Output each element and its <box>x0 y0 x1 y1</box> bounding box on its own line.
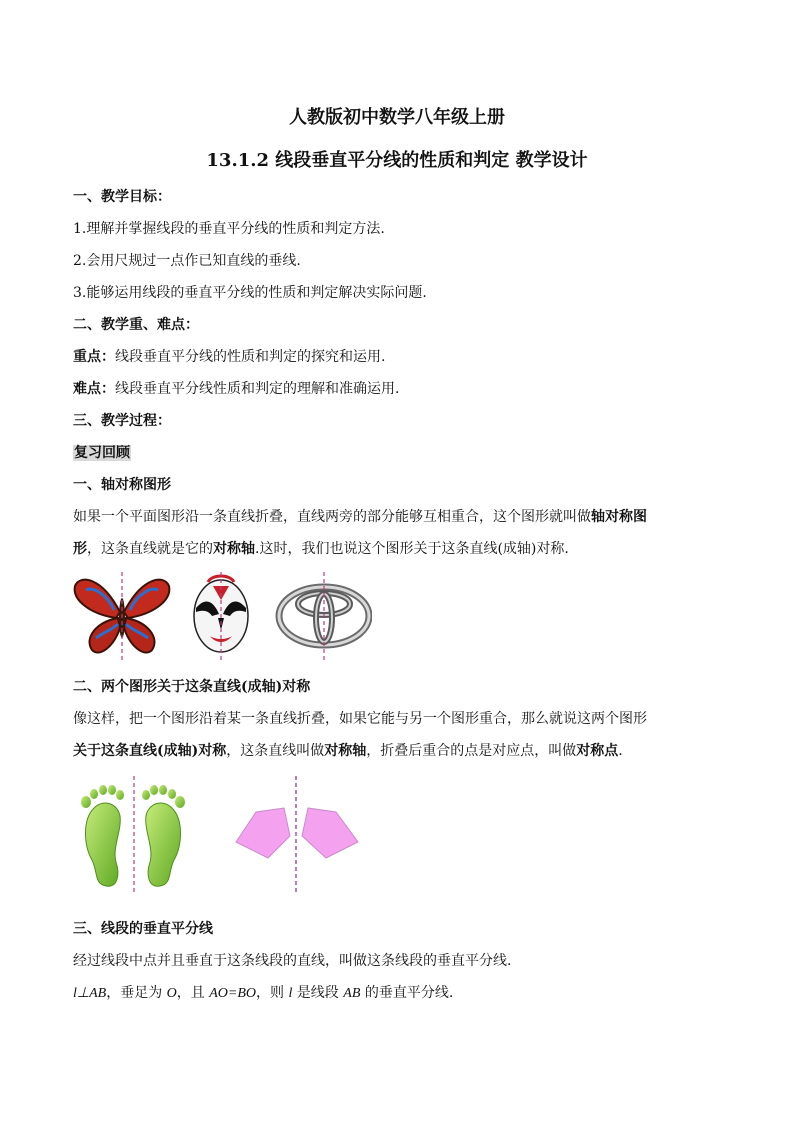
key-point-label: 重点： <box>73 349 115 365</box>
axis-text: ，这条直线就是它的 <box>87 541 213 557</box>
document-title: 人教版初中数学八年级上册 <box>289 107 505 128</box>
symmetry-axis-term: 对称轴 <box>213 541 255 557</box>
paragraph-text: ，折叠后重合的点是对应点，叫做 <box>366 743 577 759</box>
axial-symmetry-term: 关于这条直线(成轴)对称 <box>73 743 227 759</box>
keypoints-heading: 二、教学重、难点： <box>73 317 199 333</box>
axis-paragraph-line-2 <box>73 538 569 558</box>
math-expression: O <box>166 986 177 1001</box>
symmetry-axis-term: 对称轴 <box>324 743 367 759</box>
math-expression: AB <box>343 986 361 1001</box>
example-text: 是线段 <box>292 985 344 1001</box>
axis-term-bold: 轴对称图 <box>591 509 647 525</box>
paragraph-text: . <box>618 743 623 759</box>
axis-paragraph-line-1 <box>73 506 647 526</box>
hard-point-label: 难点： <box>73 381 115 397</box>
math-expression: AO=BO <box>209 986 257 1001</box>
two-figures-paragraph-line-2 <box>73 740 623 760</box>
axis-section-heading: 一、轴对称图形 <box>73 477 171 493</box>
review-tag: 复习回顾 <box>74 445 130 461</box>
paragraph-text: ，这条直线叫做 <box>226 743 325 759</box>
example-text: ，垂足为 <box>106 985 167 1001</box>
key-point-line <box>73 346 385 366</box>
symmetric-figures-row <box>72 572 372 662</box>
symmetric-point-term: 对称点 <box>576 743 619 759</box>
footprints-image <box>81 785 185 886</box>
objective-item: 1.理解并掌握线段的垂直平分线的性质和判定方法. <box>73 221 385 237</box>
key-point-text: 线段垂直平分线的性质和判定的探究和运用. <box>115 349 386 365</box>
document-subtitle: 13.1.2 线段垂直平分线的性质和判定 教学设计 <box>206 150 588 171</box>
review-tag-line <box>73 442 131 462</box>
hard-point-text: 线段垂直平分线性质和判定的理解和准确运用. <box>115 381 400 397</box>
example-text: ，则 <box>256 985 289 1001</box>
paired-figures-row <box>72 776 372 894</box>
two-figures-paragraph-line-1: 像这样，把一个图形沿着某一条直线折叠，如果它能与另一个图形重合，那么就说这两个图形 <box>73 711 647 727</box>
axis-term-bold: 形 <box>73 541 87 557</box>
bisector-definition: 经过线段中点并且垂直于这条线段的直线，叫做这条线段的垂直平分线. <box>73 953 512 969</box>
example-text: 的垂直平分线. <box>360 985 454 1001</box>
bisector-example <box>73 982 453 1002</box>
axis-text: .这时，我们也说这个图形关于这条直线(成轴)对称. <box>255 541 569 557</box>
bisector-heading: 三、线段的垂直平分线 <box>73 921 213 937</box>
math-expression: l <box>288 986 293 1001</box>
axis-text: 如果一个平面图形沿一条直线折叠，直线两旁的部分能够互相重合，这个图形就叫做 <box>73 509 591 525</box>
hard-point-line <box>73 378 399 398</box>
example-text: ，且 <box>176 985 210 1001</box>
objectives-heading: 一、教学目标： <box>73 189 171 205</box>
two-figures-heading: 二、两个图形关于这条直线(成轴)对称 <box>73 679 311 695</box>
objective-item: 3.能够运用线段的垂直平分线的性质和判定解决实际问题. <box>73 285 427 301</box>
math-expression: l⊥AB <box>73 986 107 1001</box>
pentagons-image <box>236 808 358 858</box>
process-heading: 三、教学过程： <box>73 413 171 429</box>
objective-item: 2.会用尺规过一点作已知直线的垂线. <box>73 253 301 269</box>
